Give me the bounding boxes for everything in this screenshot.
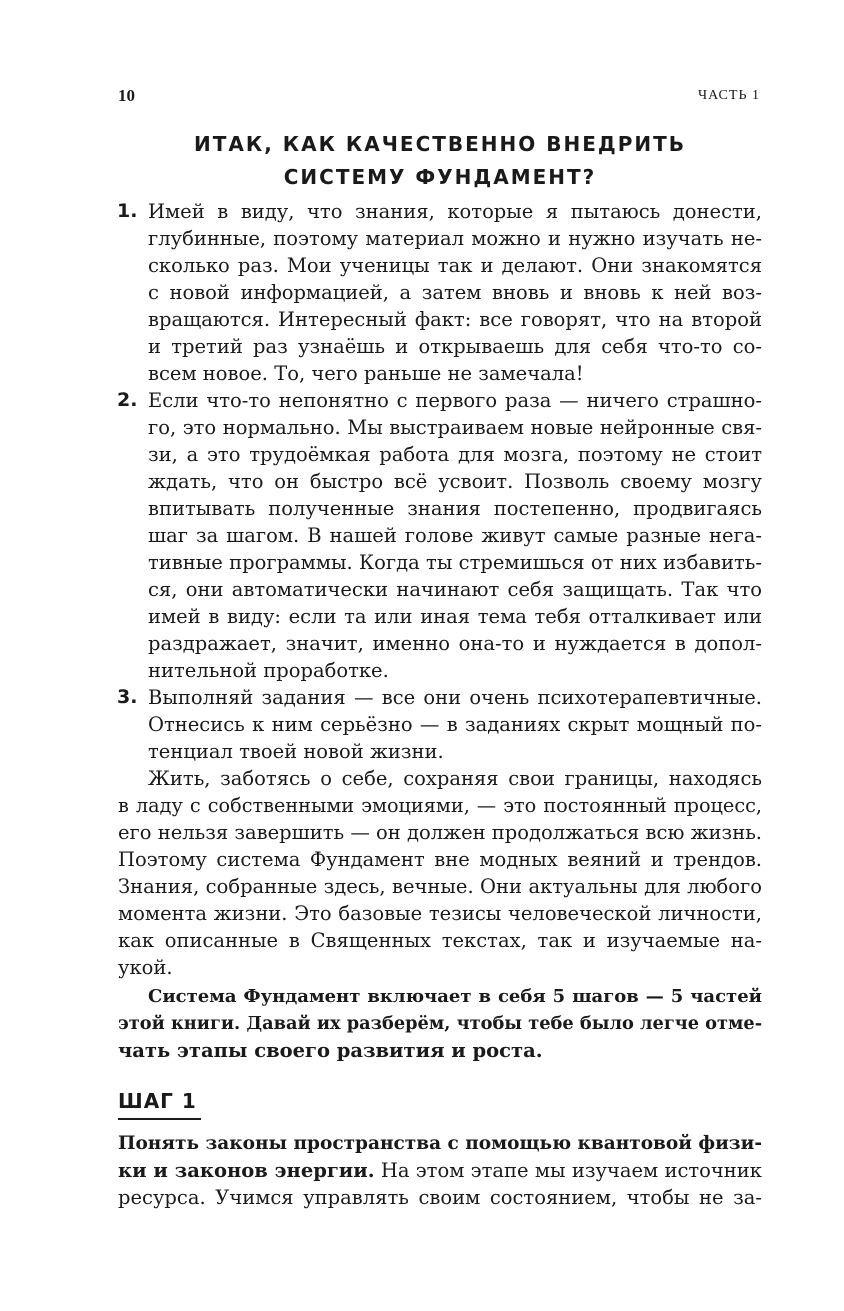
bold-paragraph: [118, 983, 762, 1064]
heading-line-1: ИТАК, КАК КАЧЕСТВЕННО ВНЕДРИТЬ: [194, 132, 686, 156]
text-line: укой.: [118, 956, 173, 979]
text-line: ждать, что он быстро всё усвоит. Позволь своему мозгу: [148, 470, 762, 493]
text-line: как описанные в Священных текстах, так и изучаемые на-: [118, 929, 762, 952]
step-paragraph: [118, 1130, 762, 1211]
list-number-3: 3.: [117, 686, 138, 708]
heading-line-2: СИСТЕМУ ФУНДАМЕНТ?: [283, 165, 597, 189]
text-line: го, это нормально. Мы выстраиваем новые нейронные свя-: [148, 416, 762, 439]
bold-run: ки и законов энергии.: [118, 1159, 375, 1182]
list-item-1: [148, 198, 762, 387]
text-line: нительной проработке.: [148, 659, 389, 682]
text-line: Отнесись к ним серьёзно — в заданиях скрыт мощный по-: [148, 713, 762, 736]
step-underline: [118, 1118, 201, 1120]
text-line: всем новое. То, чего раньше не замечала!: [148, 362, 584, 385]
text-line: имей в виду: если та или иная тема тебя отталкивает или: [148, 605, 762, 628]
text-line: впитывать полученные знания постепенно, продвигаясь: [148, 497, 762, 520]
text-line: ресурса. Учимся управлять своим состоянием, чтобы не за-: [118, 1186, 762, 1209]
text-line: глубинные, поэтому материал можно и нужно изучать не-: [148, 227, 762, 250]
text-line: ся, они автоматически начинают себя защищать. Так что: [148, 578, 762, 601]
step-title: ШАГ 1: [118, 1089, 197, 1113]
text-line: шаг за шагом. В нашей голове живут самые разные нега-: [148, 524, 762, 547]
text-line: вращаются. Интересный факт: все говорят, что на второй: [148, 308, 762, 331]
text-line: тивные программы. Когда ты стремишься от них избавить-: [148, 551, 762, 574]
text-line: и третий раз узнаёшь и открываешь для себя что-то со-: [148, 335, 762, 358]
text-line: чать этапы своего развития и роста.: [118, 1039, 543, 1062]
text-line: тенциал твоей новой жизни.: [148, 740, 444, 763]
list-number-2: 2.: [117, 389, 138, 411]
text-line: Выполняй задания — все они очень психотерапевтичные.: [148, 686, 762, 709]
text-line: [118, 1157, 762, 1184]
text-line: с новой информацией, а затем вновь и вновь к ней воз-: [148, 281, 762, 304]
text-line: Жить, заботясь о себе, сохраняя свои границы, находясь: [148, 767, 762, 790]
text-line: его нельзя завершить — он должен продолжаться всю жизнь.: [118, 821, 763, 844]
text-line: момента жизни. Это базовые тезисы человеческой личности,: [118, 902, 762, 925]
text-line: Имей в виду, что знания, которые я пытаюсь донести,: [148, 200, 762, 223]
text-line: этой книги. Давай их разберём, чтобы тебе было легче отме-: [118, 1013, 763, 1034]
running-head: ЧАСТЬ 1: [698, 88, 760, 103]
text-run: На этом этапе мы изучаем источник: [374, 1159, 762, 1182]
text-line: Знания, собранные здесь, вечные. Они актуальны для любого: [118, 875, 762, 898]
text-line: Система Фундамент включает в себя 5 шагов — 5 частей: [148, 986, 762, 1007]
body-paragraph: [118, 765, 762, 981]
text-line: в ладу с собственными эмоциями, — это постоянный процесс,: [118, 794, 762, 817]
text-line: Поэтому система Фундамент вне модных веяний и трендов.: [118, 848, 762, 871]
text-line: Если что-то непонятно с первого раза — ничего страшно-: [148, 389, 762, 412]
page-number: 10: [118, 86, 135, 105]
text-line: сколько раз. Мои ученицы так и делают. Они знакомятся: [148, 254, 762, 277]
text-line: Понять законы пространства с помощью квантовой физи-: [118, 1133, 763, 1154]
section-heading: [118, 128, 762, 194]
text-line: раздражает, значит, именно она-то и нуждается в допол-: [148, 632, 762, 655]
text-line: зи, а это трудоёмкая работа для мозга, поэтому не стоит: [148, 443, 762, 466]
list-item-2: [148, 387, 762, 684]
list-number-1: 1.: [117, 200, 138, 222]
list-item-3: [148, 684, 762, 765]
